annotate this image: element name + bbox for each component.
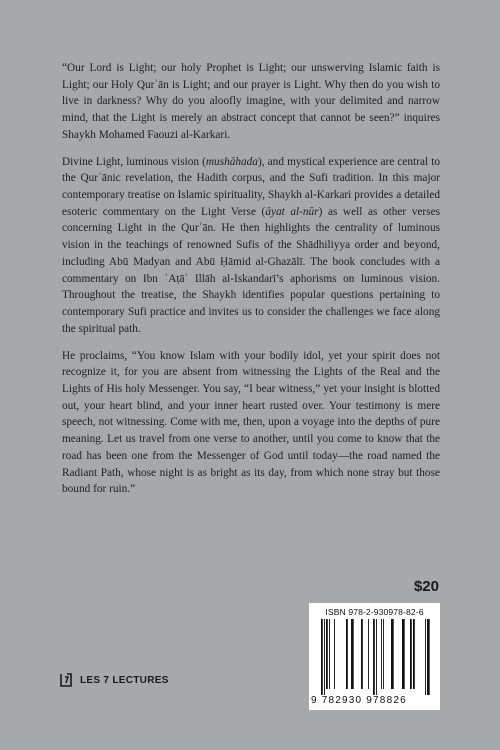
isbn-barcode [309,603,440,710]
text-run: ) as well as other verses concerning Light in the Qurʾān. He then highlights the centrality of luminous vision in the teachings of renowned Sufis of the Shādhiliyya order and beyond, including Abū Madyan and Abū Ḥāmid al-Ghazālī. The book concludes with a commentary on Ibn ʿAṭāʾ Illāh al-Iskandarī’s aphorisms on luminous vision. Throughout the treatise, the Shaykh identifies popular questions pertaining to contemporary Sufi practice and invites us to consider the challenges we face along the spiritual path. [62,205,440,335]
text-run: Divine Light, luminous vision ( [62,155,206,168]
publisher-imprint [60,673,169,687]
publisher-logo-icon [60,673,72,687]
blurb-paragraph-1 [62,60,440,144]
publisher-name: LES 7 LECTURES [80,674,169,686]
barcode-bars [321,619,437,695]
blurb-paragraph-3 [62,348,440,498]
barcode-digits: 9 782930 978826 [311,695,407,706]
italic-term: āyat al-nūr [265,205,319,218]
text-run: “Our Lord is Light; our holy Prophet is Light; our unswerving Islamic faith is Light; our Holy Qurʾān is Light; and our prayer is Light. Why then do you wish to live in darkness? Why do you aloofly imagine, with your delimited and narrow mind, that the Light is merely an abstract concept that cannot be seen?” inquires Shaykh Mohamed Faouzi al-Karkari. [62,62,440,141]
text-run: ), and mystical experience are central to the Qurʾānic revelation, the Hadith corpus, and the Sufi tradition. In this major contemporary treatise on Islamic spirituality, Shaykh al-Karkari provides a detailed esoteric commentary on the Light Verse ( [62,155,440,218]
blurb-text [62,60,440,508]
isbn-number: ISBN 978-2-930978-82-6 [325,607,424,617]
blurb-paragraph-2 [62,154,440,338]
price-label: $20 [413,578,439,595]
text-run: He proclaims, “You know Islam with your bodily idol, yet your spirit does not recognize it, for you are absent from witnessing the Lights of the Real and the Lights of His holy Messenger. You say, “I bear witness,” yet your insight is blotted out, your heart blind, and your inner heart rusted over. Your testimony is mere speech, not witnessing. Come with me, then, upon a voyage into the depths of pure meaning. Let us travel from one verse to another, until you come to know that the road has been one from the Messenger of God until today—the road named the Radiant Path, whose night is as bright as its day, from which none stray but those bound for ruin.” [62,349,440,496]
italic-term: mushāhada [205,155,258,168]
